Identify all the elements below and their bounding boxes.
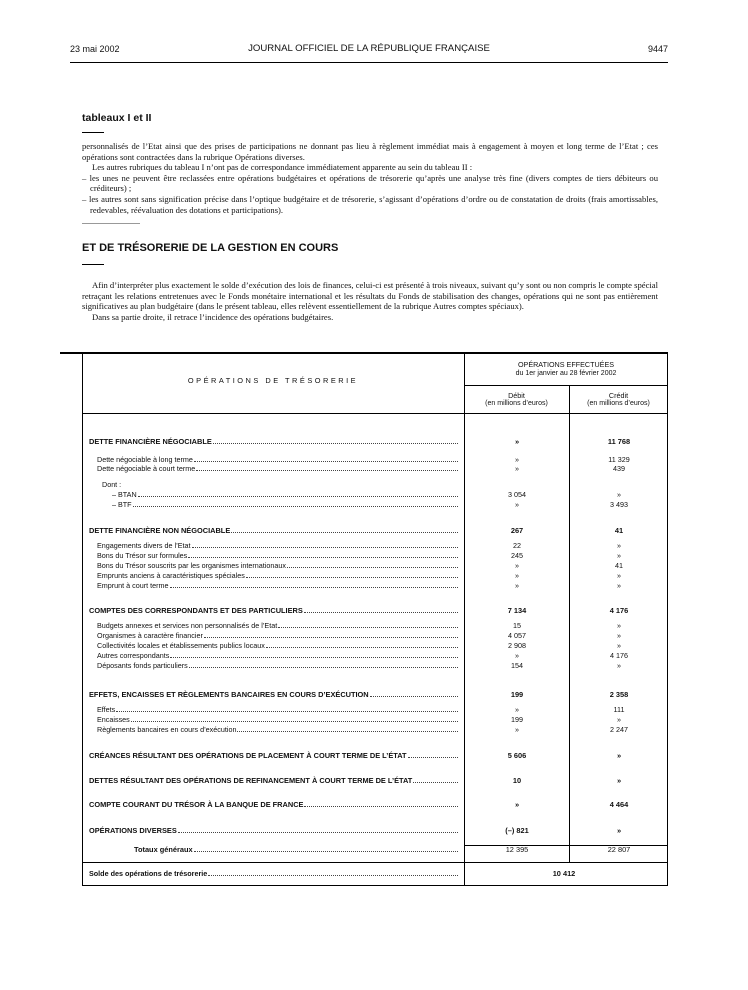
- row-label: – BTF: [112, 500, 132, 509]
- row-credit: 439: [613, 464, 625, 473]
- table-row: [89, 690, 458, 699]
- row-label: Déposants fonds particuliers: [97, 661, 188, 670]
- row-label: OPÉRATIONS DIVERSES: [89, 826, 177, 835]
- dot-leader: [170, 587, 458, 588]
- row-debit: »: [514, 437, 520, 446]
- column-header-credit-unit: (en millions d’euros): [587, 400, 650, 407]
- section-rule: [82, 264, 104, 265]
- header-rule: [70, 62, 668, 63]
- row-credit: 41: [614, 526, 624, 535]
- row-credit: »: [617, 551, 621, 560]
- row-debit: (–) 821: [505, 826, 529, 835]
- row-label: DETTE FINANCIÈRE NON NÉGOCIABLE: [89, 526, 231, 535]
- row-credit: »: [616, 776, 622, 785]
- dot-leader: [178, 832, 458, 833]
- dot-leader: [278, 627, 458, 628]
- table-row: [97, 571, 458, 580]
- dot-leader: [196, 470, 458, 471]
- row-credit: 111: [613, 705, 625, 714]
- dot-leader: [188, 557, 458, 558]
- column-divider: [464, 352, 465, 886]
- dot-leader: [266, 647, 458, 648]
- row-label: Bons du Trésor souscrits par les organismes internationaux: [97, 561, 286, 570]
- column-header-operations: OPÉRATIONS DE TRÉSORERIE: [187, 376, 359, 385]
- journal-title: JOURNAL OFFICIEL DE LA RÉPUBLIQUE FRANÇAISE: [248, 43, 490, 54]
- row-debit: 22: [513, 541, 521, 550]
- column-header-credit: Crédit: [608, 391, 629, 400]
- section-title-tresorerie: ET DE TRÉSORERIE DE LA GESTION EN COURS: [82, 242, 339, 254]
- section2-text: [82, 280, 658, 322]
- column-header-debit: Débit: [508, 391, 525, 400]
- column-header-debit-unit: (en millions d’euros): [485, 400, 548, 407]
- dot-leader: [116, 711, 458, 712]
- paragraph: personnalisés de l’Etat ainsi que des prises de participations ne donnant pas lieu à règlement immédiat mais à engagement à moyen et long terme de l’Etat ; ces opérations sont contractées dans la rubrique Opérations diverses.: [82, 141, 658, 162]
- dot-leader: [370, 696, 458, 697]
- table-row: [97, 581, 458, 590]
- list-item: – les unes ne peuvent être reclassées entre opérations budgétaires et opérations de trésorerie qu’après une analyse très fine (divers comptes de tiers débiteurs ou créditeurs) ;: [82, 172, 658, 194]
- table-left-border: [82, 352, 83, 886]
- dot-leader: [131, 721, 458, 722]
- table-row: [89, 826, 458, 835]
- row-credit: »: [616, 751, 622, 760]
- row-credit: »: [617, 631, 621, 640]
- table-row: [89, 437, 458, 446]
- totals-debit: 12 395: [505, 845, 529, 854]
- paragraph: Dans sa partie droite, il retrace l’incidence des opérations budgétaires.: [92, 311, 334, 322]
- row-label: Règlements bancaires en cours d’exécution: [97, 725, 237, 734]
- row-debit: 15: [513, 621, 521, 630]
- row-credit: »: [617, 661, 621, 670]
- row-label: Budgets annexes et services non personnalisés de l’Etat: [97, 621, 278, 630]
- table-row: [97, 641, 458, 650]
- row-label: Autres correspondants: [97, 651, 170, 660]
- row-credit: »: [617, 621, 621, 630]
- solde-row: [89, 869, 458, 878]
- row-debit: »: [515, 725, 519, 734]
- row-debit: 10: [512, 776, 522, 785]
- row-debit: »: [515, 571, 519, 580]
- row-debit: 199: [510, 690, 524, 699]
- dot-leader: [133, 506, 458, 507]
- row-credit: »: [617, 490, 621, 499]
- table-row: [89, 526, 458, 535]
- row-debit: 2 908: [508, 641, 526, 650]
- row-credit: 11 768: [607, 437, 631, 446]
- row-credit: 2 358: [609, 690, 629, 699]
- paragraph: Les autres rubriques du tableau I n’ont pas de correspondance immédiatement apparente au sein du tableau II :: [92, 162, 473, 173]
- row-credit: 4 464: [609, 800, 629, 809]
- table-row: [97, 661, 458, 670]
- row-label: Dont :: [102, 480, 122, 489]
- table-row: [97, 725, 458, 734]
- row-label: CRÉANCES RÉSULTANT DES OPÉRATIONS DE PLACEMENT À COURT TERME DE L’ÉTAT: [89, 751, 407, 760]
- table-row: [89, 606, 458, 615]
- table-bottom-border: [82, 885, 668, 886]
- dot-leader: [287, 567, 458, 568]
- table-row: [97, 455, 458, 464]
- table-row: [89, 751, 458, 760]
- row-label: Collectivités locales et établissements publics locaux: [97, 641, 265, 650]
- page-number: 9447: [647, 44, 668, 54]
- column-divider: [569, 385, 570, 863]
- solde-value: 10 412: [552, 869, 576, 878]
- dot-leader: [213, 443, 458, 444]
- dot-leader: [208, 875, 458, 876]
- table-right-border: [667, 352, 668, 886]
- totals-credit: 22 807: [607, 845, 631, 854]
- list-item: – les autres sont sans signification précise dans l’optique budgétaire et de trésorerie, s’agissant d’opérations d’ordre ou de constatation de droits (frais amortissables, redevables, réévaluation des dotations et participations).: [82, 193, 658, 215]
- row-debit: 5 606: [507, 751, 527, 760]
- row-credit: »: [617, 641, 621, 650]
- row-credit: »: [617, 715, 621, 724]
- row-credit: 4 176: [609, 606, 629, 615]
- row-debit: 267: [510, 526, 524, 535]
- row-debit: »: [515, 455, 519, 464]
- table-top-border: [60, 352, 668, 354]
- table-row: [112, 490, 458, 499]
- row-label: Dette négociable à long terme: [97, 455, 193, 464]
- row-credit: 2 247: [610, 725, 628, 734]
- header-date: 23 mai 2002: [70, 44, 120, 54]
- totals-row: [134, 845, 458, 854]
- row-credit: 11 329: [608, 455, 630, 464]
- row-debit: »: [515, 705, 519, 714]
- table-row: [97, 631, 458, 640]
- row-debit: 245: [511, 551, 523, 560]
- dot-leader: [194, 461, 458, 462]
- row-label: Effets: [97, 705, 116, 714]
- row-debit: 199: [511, 715, 523, 724]
- dot-leader: [408, 757, 458, 758]
- row-label: DETTE FINANCIÈRE NÉGOCIABLE: [89, 437, 212, 446]
- table-row: [97, 561, 458, 570]
- table-row: [97, 464, 458, 473]
- row-credit: »: [617, 541, 621, 550]
- column-group-header: OPÉRATIONS EFFECTUÉES: [517, 360, 615, 369]
- totals-label: Totaux généraux: [134, 845, 193, 854]
- row-credit: 4 176: [610, 651, 628, 660]
- row-credit: »: [617, 571, 621, 580]
- row-label: Dette négociable à court terme: [97, 464, 196, 473]
- dot-leader: [138, 496, 458, 497]
- table-row: [112, 500, 458, 509]
- dot-leader: [237, 731, 458, 732]
- table-row: [97, 705, 458, 714]
- table-row: [97, 715, 458, 724]
- dot-leader: [189, 667, 458, 668]
- row-label: COMPTES DES CORRESPONDANTS ET DES PARTICULIERS: [89, 606, 303, 615]
- row-debit: »: [514, 800, 520, 809]
- row-label: Bons du Trésor sur formules: [97, 551, 188, 560]
- table-row: [89, 800, 458, 809]
- row-label: Emprunts anciens à caractéristiques spéciales: [97, 571, 245, 580]
- row-label: COMPTE COURANT DU TRÉSOR À LA BANQUE DE FRANCE: [89, 800, 304, 809]
- header-rule: [464, 385, 668, 386]
- row-debit: »: [515, 651, 519, 660]
- row-label: Emprunt à court terme: [97, 581, 169, 590]
- row-debit: 4 057: [508, 631, 526, 640]
- row-label: Organismes à caractère financier: [97, 631, 203, 640]
- table-row: [97, 651, 458, 660]
- solde-label: Solde des opérations de trésorerie: [89, 869, 208, 878]
- dot-leader: [192, 547, 459, 548]
- row-label: DETTES RÉSULTANT DES OPÉRATIONS DE REFINANCEMENT À COURT TERME DE L’ÉTAT: [89, 776, 413, 785]
- separator: [82, 223, 140, 224]
- section-title-tableaux: tableaux I et II: [82, 112, 152, 124]
- row-debit: »: [515, 500, 519, 509]
- row-credit: »: [616, 826, 622, 835]
- row-label: EFFETS, ENCAISSES ET RÈGLEMENTS BANCAIRES EN COURS D’EXÉCUTION: [89, 690, 369, 699]
- column-group-period: du 1er janvier au 28 février 2002: [515, 370, 617, 377]
- dot-leader: [204, 637, 458, 638]
- row-label: – BTAN: [112, 490, 137, 499]
- row-label: Encaisses: [97, 715, 130, 724]
- table-row: [97, 541, 458, 550]
- section1-text: [82, 141, 658, 215]
- dot-leader: [413, 782, 458, 783]
- table-row: [97, 551, 458, 560]
- row-credit: 3 493: [610, 500, 628, 509]
- row-credit: 41: [615, 561, 623, 570]
- table-row: [102, 480, 458, 489]
- header-bottom-rule: [82, 413, 668, 414]
- row-debit: 154: [511, 661, 523, 670]
- dot-leader: [304, 612, 458, 613]
- dot-leader: [231, 532, 458, 533]
- dot-leader: [194, 851, 458, 852]
- row-label: Engagements divers de l’Etat: [97, 541, 191, 550]
- row-credit: »: [617, 581, 621, 590]
- table-row: [97, 621, 458, 630]
- dot-leader: [246, 577, 458, 578]
- row-debit: 7 134: [507, 606, 527, 615]
- table-row: [89, 776, 458, 785]
- row-debit: »: [515, 581, 519, 590]
- dot-leader: [170, 657, 458, 658]
- paragraph: Afin d’interpréter plus exactement le solde d’exécution des lois de finances, celui-ci est présenté à trois niveaux, suivant qu’y sont ou non compris le compte spécial retraçant les relations entretenues avec le Fonds monétaire international et les résultats du Fonds de stabilisation des changes, opérations qui ne sont pas entièrement significatives au plan budgétaire (dans le présent tableau, elles relèvent essentiellement de la rubrique Autres comptes spéciaux).: [82, 280, 658, 312]
- section-rule: [82, 132, 104, 133]
- row-debit: »: [515, 561, 519, 570]
- totals-bottom-rule: [82, 862, 668, 863]
- dot-leader: [304, 806, 458, 807]
- row-debit: »: [515, 464, 519, 473]
- row-debit: 3 054: [508, 490, 526, 499]
